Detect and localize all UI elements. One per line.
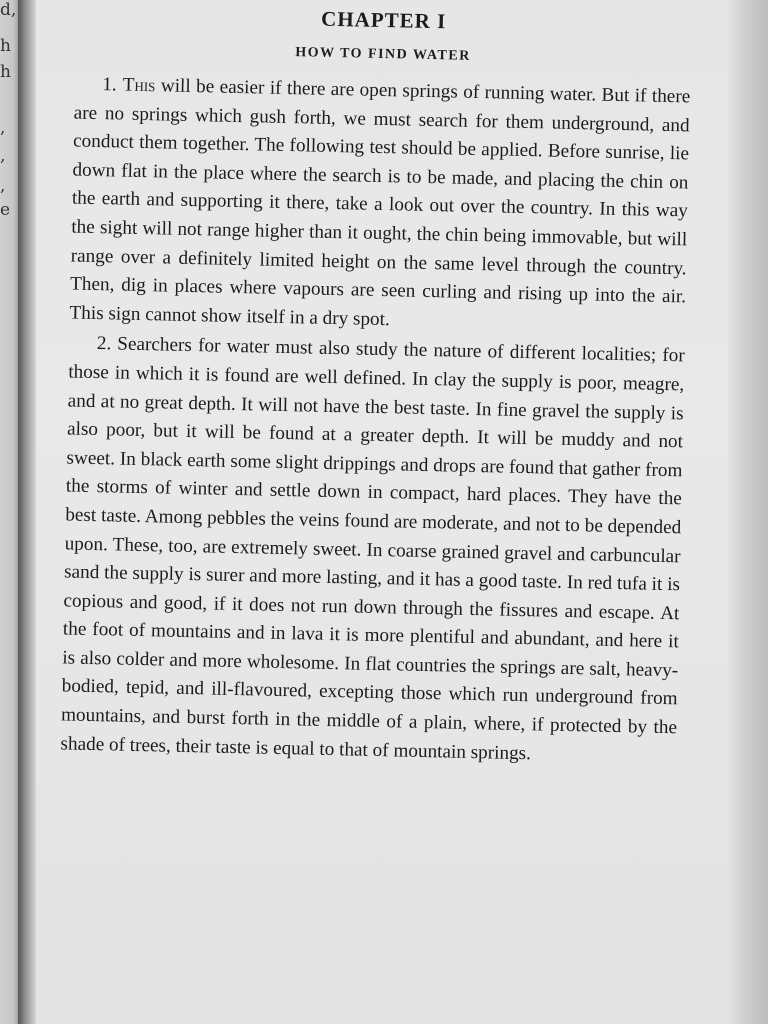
book-page: [36, 0, 732, 1024]
chapter-subtitle: HOW TO FIND WATER: [295, 45, 471, 64]
left-page-fragment: d,: [0, 0, 17, 20]
paragraph-lead-word: This: [122, 74, 156, 97]
paragraph-number: 2.: [96, 333, 112, 355]
left-page-fragment: e: [0, 200, 11, 220]
paragraph-text: will be easier if there are open springs of running water. But if there are no springs which gush forth, we must search for them underground, and conduct them together. The following test should be applied. Before sunrise, lie down flat in the place where the search is to be made, and placing the chin on the earth and supporting it there, take a look out over the country. In this way the sight will not range higher than it ought, the chin being immovable, but will range over a definitely limited height on the same level through the country. Then, dig in places where vapours are seen curling and rising up into the air. This sign cannot show itself in a dry spot.: [69, 75, 691, 330]
left-page-fragment: ,: [0, 118, 6, 138]
page-text-block: [60, 2, 692, 772]
right-page-edge: [728, 0, 768, 1024]
paragraph-1: [69, 71, 690, 341]
left-page-fragment: ,: [0, 146, 6, 166]
book-gutter: [18, 0, 36, 1024]
left-page-fragment: ,: [0, 176, 6, 196]
left-page-fragment: h: [0, 36, 11, 56]
chapter-heading: CHAPTER I: [320, 6, 447, 34]
paragraph-number: 1.: [102, 74, 117, 96]
paragraph-text: Searchers for water must also study the nature of different localities; for those in which it is found are well defined. In clay the supply is poor, meagre, and at no great depth. It will not have the best taste. In fine gravel the supply is also poor, but it will be found at a greater depth. It will be muddy and not sweet. In black earth some slight drippings and drops are found that gather from the storms of winter and settle down in compact, hard places. They have the best taste. Among pebbles the veins found are moderate, and not to be depended upon. These, too, are extremely sweet. In coarse grained gravel and carbuncular sand the supply is surer and more lasting, and it has a good taste. In red tufa it is copious and good, if it does not run down through the fissures and escape. At the foot of mountains and in lava it is more plentiful and abundant, and here it is also colder and more wholesome. In flat countries the springs are salt, heavy-bodied, tepid, and ill-flavoured, excepting those which run underground from mountains, and burst forth in the middle of a plain, where, if protected by the shade of trees, their taste is equal to that of mountain springs.: [60, 333, 685, 764]
paragraph-2: [60, 330, 685, 772]
left-page-fragment: h: [0, 62, 11, 82]
